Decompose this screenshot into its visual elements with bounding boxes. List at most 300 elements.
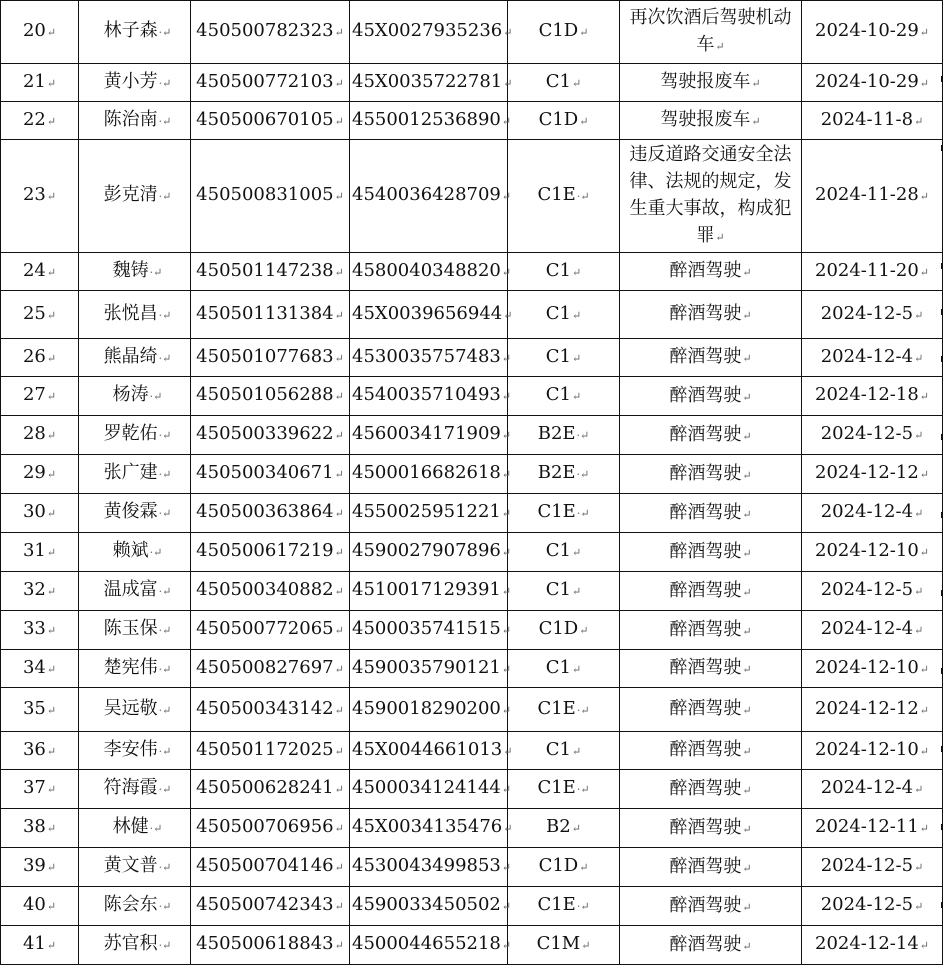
paragraph-mark-icon: ↵ bbox=[919, 662, 929, 676]
paragraph-mark-icon: ↵ bbox=[742, 861, 752, 875]
paragraph-mark-icon: ↵ bbox=[501, 507, 512, 520]
table-row bbox=[1, 688, 943, 732]
row-number-cell bbox=[1, 650, 79, 688]
file-number: 4550012536890 bbox=[352, 108, 501, 130]
license-class-cell bbox=[508, 809, 620, 848]
license-class: C1 bbox=[545, 70, 571, 92]
paragraph-mark-icon: ↵ bbox=[579, 114, 589, 128]
cell-edge-mark bbox=[941, 902, 946, 908]
revocation-date-cell bbox=[802, 64, 943, 102]
paragraph-mark-icon: ↵ bbox=[919, 26, 929, 39]
row-number: 41 bbox=[22, 933, 46, 954]
paragraph-mark-icon: ↵ bbox=[334, 114, 344, 128]
paragraph-mark-icon: ↵ bbox=[46, 624, 57, 637]
row-number-cell bbox=[1, 770, 79, 809]
paragraph-mark-icon: ↵ bbox=[742, 900, 752, 914]
table-row bbox=[1, 732, 943, 770]
driver-name: 熊晶绮 bbox=[103, 345, 158, 367]
license-class: C1E bbox=[537, 777, 576, 798]
file-number: 4530043499853 bbox=[352, 855, 501, 876]
revocation-reason: 醉酒驾驶 bbox=[669, 698, 742, 719]
paragraph-mark-icon: ↵ bbox=[334, 468, 344, 481]
revocation-reason-cell bbox=[620, 770, 802, 809]
paragraph-mark-icon: ↵ bbox=[46, 662, 57, 676]
license-class-cell bbox=[508, 611, 620, 650]
table-row bbox=[1, 377, 943, 416]
paragraph-mark-icon: ↵ bbox=[914, 429, 924, 442]
paragraph-mark-icon: ↵ bbox=[46, 822, 57, 835]
paragraph-mark-icon: ↵ bbox=[334, 429, 344, 442]
revocation-date: 2024-10-29 bbox=[815, 20, 919, 41]
table-row bbox=[1, 887, 943, 926]
file-number: 4500035741515 bbox=[352, 618, 501, 639]
paragraph-mark-icon: ↵ bbox=[742, 663, 752, 676]
paragraph-mark-icon: ↵ bbox=[742, 309, 752, 322]
table-row bbox=[1, 611, 943, 650]
license-class: C1D bbox=[538, 855, 579, 876]
paragraph-mark-icon: ↵ bbox=[751, 77, 761, 90]
paragraph-mark-icon: ·↵ bbox=[158, 624, 172, 637]
driver-name-cell bbox=[79, 887, 191, 926]
row-number: 37 bbox=[22, 777, 46, 798]
paragraph-mark-icon: ↵ bbox=[46, 861, 57, 874]
id-number: 450500617219 bbox=[196, 540, 334, 561]
table-row bbox=[1, 64, 943, 102]
paragraph-mark-icon: ·↵ bbox=[576, 429, 590, 442]
paragraph-mark-icon: ↵ bbox=[501, 662, 512, 676]
revocation-date-cell bbox=[802, 533, 943, 572]
revocation-reason-cell bbox=[620, 732, 802, 770]
license-class: C1D bbox=[538, 108, 579, 130]
driver-name: 苏官积 bbox=[103, 933, 158, 954]
file-number: 4590035790121 bbox=[352, 656, 501, 678]
driver-name: 陈玉保 bbox=[103, 618, 158, 639]
revocation-date: 2024-12-4 bbox=[820, 501, 914, 522]
paragraph-mark-icon: ·↵ bbox=[576, 190, 590, 203]
revocation-reason-cell bbox=[620, 688, 802, 732]
id-number-cell bbox=[191, 339, 350, 377]
revocation-reason: 醉酒驾驶 bbox=[669, 777, 742, 799]
paragraph-mark-icon: ·↵ bbox=[158, 900, 172, 913]
license-class-cell bbox=[508, 455, 620, 494]
license-class-cell bbox=[508, 416, 620, 455]
paragraph-mark-icon: ↵ bbox=[334, 900, 344, 913]
paragraph-mark-icon: ↵ bbox=[501, 900, 512, 913]
row-number: 31 bbox=[22, 540, 46, 561]
paragraph-mark-icon: ↵ bbox=[742, 783, 752, 797]
id-number: 450500706956 bbox=[196, 816, 334, 837]
row-number: 40 bbox=[22, 894, 46, 915]
id-number-cell bbox=[191, 494, 350, 533]
id-number: 450500831005 bbox=[196, 184, 334, 205]
file-number: 4510017129391 bbox=[352, 579, 501, 600]
row-number-cell bbox=[1, 533, 79, 572]
cell-edge-mark bbox=[941, 263, 946, 269]
file-number-cell bbox=[350, 494, 512, 533]
table-row bbox=[1, 848, 943, 887]
paragraph-mark-icon: ↵ bbox=[46, 744, 57, 758]
revocation-date: 2024-12-12 bbox=[815, 697, 919, 719]
license-class: C1 bbox=[545, 738, 571, 760]
revocation-date-cell bbox=[802, 494, 943, 533]
paragraph-mark-icon: ↵ bbox=[572, 351, 582, 365]
license-class: C1 bbox=[545, 540, 571, 561]
paragraph-mark-icon: ↵ bbox=[46, 308, 57, 322]
license-class: B2E bbox=[537, 462, 576, 483]
revocation-date-cell bbox=[802, 887, 943, 926]
paragraph-mark-icon: ↵ bbox=[501, 265, 512, 279]
file-number-cell bbox=[350, 688, 512, 732]
paragraph-mark-icon: ↵ bbox=[742, 507, 752, 521]
revocation-reason-cell bbox=[620, 291, 802, 339]
paragraph-mark-icon: ↵ bbox=[742, 745, 752, 758]
revocation-reason: 醉酒驾驶 bbox=[669, 855, 742, 877]
paragraph-mark-icon: ·↵ bbox=[158, 585, 172, 598]
revocation-date-cell bbox=[802, 416, 943, 455]
paragraph-mark-icon: ↵ bbox=[334, 939, 344, 952]
file-number: 4560034171909 bbox=[352, 423, 501, 444]
revocation-date: 2024-12-10 bbox=[815, 540, 919, 561]
table-row bbox=[1, 1, 943, 64]
revocation-reason: 醉酒驾驶 bbox=[669, 303, 742, 324]
file-number: 45X0044661013 bbox=[352, 738, 503, 760]
paragraph-mark-icon: ↵ bbox=[914, 861, 924, 874]
revocation-reason-cell bbox=[620, 611, 802, 650]
revocation-date-cell bbox=[802, 253, 943, 291]
driver-name: 张悦昌 bbox=[103, 302, 158, 324]
id-number: 450500704146 bbox=[196, 855, 334, 876]
driver-name: 林健 bbox=[112, 816, 149, 837]
row-number: 24 bbox=[22, 259, 46, 281]
id-number: 450500363864 bbox=[196, 501, 334, 522]
table-row bbox=[1, 770, 943, 809]
license-class-cell bbox=[508, 533, 620, 572]
paragraph-mark-icon: ·↵ bbox=[158, 351, 172, 365]
paragraph-mark-icon: ·↵ bbox=[576, 507, 590, 520]
paragraph-mark-icon: ↵ bbox=[919, 822, 929, 835]
paragraph-mark-icon: ↵ bbox=[334, 822, 344, 835]
revocation-reason-cell bbox=[620, 572, 802, 611]
file-number-cell bbox=[350, 887, 512, 926]
paragraph-mark-icon: ↵ bbox=[334, 703, 344, 717]
driver-name: 陈会东 bbox=[103, 894, 158, 915]
paragraph-mark-icon: ↵ bbox=[919, 390, 929, 403]
file-number: 4500034124144 bbox=[352, 777, 501, 798]
table-row bbox=[1, 455, 943, 494]
license-class-cell bbox=[508, 732, 620, 770]
revocation-reason: 醉酒驾驶 bbox=[669, 346, 742, 367]
paragraph-mark-icon: ↵ bbox=[334, 744, 344, 758]
file-number-cell bbox=[350, 533, 512, 572]
paragraph-mark-icon: ↵ bbox=[501, 703, 512, 717]
file-number: 45X0035722781 bbox=[352, 70, 503, 92]
paragraph-mark-icon: ↵ bbox=[334, 507, 344, 520]
revocation-date-cell bbox=[802, 291, 943, 339]
file-number-cell bbox=[350, 1, 513, 64]
row-number: 21 bbox=[22, 70, 46, 92]
revocation-date-cell bbox=[802, 770, 943, 809]
file-number-cell bbox=[350, 770, 512, 809]
license-class-cell bbox=[508, 926, 620, 965]
id-number-cell bbox=[191, 770, 350, 809]
id-number-cell bbox=[191, 416, 350, 455]
paragraph-mark-icon: ↵ bbox=[919, 703, 929, 717]
paragraph-mark-icon: ↵ bbox=[742, 624, 752, 638]
revocation-date: 2024-12-5 bbox=[820, 302, 914, 324]
revocation-reason: 醉酒驾驶 bbox=[669, 540, 742, 562]
file-number: 4550025951221 bbox=[352, 501, 501, 522]
id-number-cell bbox=[191, 926, 350, 965]
revocation-reason-cell bbox=[620, 140, 802, 253]
paragraph-mark-icon: ↵ bbox=[503, 26, 513, 39]
id-number-cell bbox=[191, 102, 350, 140]
id-number-cell bbox=[191, 809, 350, 848]
paragraph-mark-icon: ↵ bbox=[46, 26, 57, 39]
revocation-reason-cell bbox=[620, 416, 802, 455]
table-row bbox=[1, 140, 943, 253]
revocation-reason: 醉酒驾驶 bbox=[669, 739, 742, 760]
paragraph-mark-icon: ·↵ bbox=[149, 822, 163, 835]
driver-name-cell bbox=[79, 253, 191, 291]
cell-edge-mark bbox=[941, 434, 946, 440]
revocation-date: 2024-11-20 bbox=[815, 259, 919, 281]
id-number: 450501131384 bbox=[196, 302, 334, 324]
table-row bbox=[1, 926, 943, 965]
paragraph-mark-icon: ·↵ bbox=[158, 662, 172, 676]
file-number: 4590033450502 bbox=[352, 894, 501, 915]
paragraph-mark-icon: ↵ bbox=[914, 308, 924, 322]
paragraph-mark-icon: ↵ bbox=[334, 861, 344, 874]
driver-name-cell bbox=[79, 732, 191, 770]
driver-name-cell bbox=[79, 455, 191, 494]
paragraph-mark-icon: ·↵ bbox=[149, 546, 163, 559]
driver-name: 符海霞 bbox=[103, 777, 158, 798]
id-number: 450501172025 bbox=[196, 738, 334, 760]
row-number-cell bbox=[1, 339, 79, 377]
cell-edge-mark bbox=[941, 145, 946, 151]
revocation-reason-cell bbox=[620, 253, 802, 291]
paragraph-mark-icon: ↵ bbox=[742, 390, 752, 404]
row-number: 34 bbox=[22, 656, 46, 678]
paragraph-mark-icon: ↵ bbox=[715, 231, 725, 244]
file-number-cell bbox=[350, 291, 513, 339]
paragraph-mark-icon: ↵ bbox=[334, 662, 344, 676]
table-row bbox=[1, 572, 943, 611]
revocation-date-cell bbox=[802, 848, 943, 887]
row-number-cell bbox=[1, 102, 79, 140]
revocation-reason: 醉酒驾驶 bbox=[669, 260, 742, 281]
id-number: 450501147238 bbox=[196, 259, 334, 281]
driver-name: 黄文普 bbox=[103, 855, 158, 876]
revocation-date: 2024-12-5 bbox=[820, 579, 914, 600]
revocation-reason: 醉酒驾驶 bbox=[669, 933, 742, 955]
file-number: 45X0034135476 bbox=[352, 816, 503, 837]
paragraph-mark-icon: ↵ bbox=[914, 351, 924, 365]
driver-name: 杨涛 bbox=[112, 384, 149, 405]
row-number: 20 bbox=[22, 20, 46, 41]
license-class-cell bbox=[508, 770, 620, 809]
revocation-reason: 再次饮酒后驾驶机动车 bbox=[629, 7, 792, 55]
file-number-cell bbox=[350, 253, 512, 291]
revocation-date: 2024-12-5 bbox=[820, 423, 914, 444]
revocation-date: 2024-12-11 bbox=[815, 816, 919, 837]
driver-name: 黄小芳 bbox=[103, 70, 158, 92]
paragraph-mark-icon: ↵ bbox=[334, 546, 344, 559]
revocation-reason: 醉酒驾驶 bbox=[669, 423, 742, 445]
paragraph-mark-icon: ↵ bbox=[46, 546, 57, 559]
revocation-reason: 醉酒驾驶 bbox=[669, 501, 742, 523]
revocation-reason: 醉酒驾驶 bbox=[669, 657, 742, 678]
revocation-reason-cell bbox=[620, 339, 802, 377]
paragraph-mark-icon: ↵ bbox=[572, 662, 582, 676]
paragraph-mark-icon: ↵ bbox=[334, 265, 344, 279]
paragraph-mark-icon: ↵ bbox=[914, 507, 924, 520]
revocation-reason: 违反道路交通安全法律、法规的规定，发生重大事故，构成犯罪 bbox=[629, 144, 792, 246]
license-class: C1 bbox=[545, 302, 571, 324]
paragraph-mark-icon: ↵ bbox=[503, 744, 513, 758]
revocation-reason: 醉酒驾驶 bbox=[669, 462, 742, 484]
row-number-cell bbox=[1, 926, 79, 965]
id-number-cell bbox=[191, 455, 350, 494]
table-row bbox=[1, 809, 943, 848]
id-number-cell bbox=[191, 64, 350, 102]
cell-edge-mark bbox=[941, 309, 946, 315]
driver-name-cell bbox=[79, 416, 191, 455]
id-number: 450500618843 bbox=[196, 933, 334, 954]
revocation-reason-cell bbox=[620, 926, 802, 965]
file-number: 45X0027935236 bbox=[352, 20, 503, 41]
file-number-cell bbox=[350, 611, 512, 650]
id-number: 450501077683 bbox=[196, 345, 334, 367]
table-row bbox=[1, 102, 943, 140]
paragraph-mark-icon: ↵ bbox=[501, 939, 512, 952]
revocation-date-cell bbox=[802, 1, 943, 64]
id-number-cell bbox=[191, 291, 350, 339]
license-class: C1 bbox=[545, 384, 571, 405]
driver-name-cell bbox=[79, 494, 191, 533]
driver-name-cell bbox=[79, 688, 191, 732]
row-number: 26 bbox=[22, 345, 46, 367]
id-number-cell bbox=[191, 887, 350, 926]
revocation-date-cell bbox=[802, 732, 943, 770]
id-number: 450500772065 bbox=[196, 618, 334, 639]
revocation-date-cell bbox=[802, 377, 943, 416]
revocation-reason: 驾驶报废车 bbox=[660, 109, 751, 130]
driver-name-cell bbox=[79, 926, 191, 965]
paragraph-mark-icon: ↵ bbox=[742, 585, 752, 599]
license-class-cell bbox=[508, 140, 620, 253]
paragraph-mark-icon: ↵ bbox=[46, 703, 57, 717]
paragraph-mark-icon: ↵ bbox=[715, 40, 725, 53]
license-class: C1M bbox=[536, 933, 581, 954]
row-number: 33 bbox=[22, 618, 46, 639]
revocation-reason: 醉酒驾驶 bbox=[669, 618, 742, 640]
driver-name-cell bbox=[79, 770, 191, 809]
driver-name-cell bbox=[79, 809, 191, 848]
file-number-cell bbox=[350, 64, 513, 102]
file-number: 4500016682618 bbox=[352, 462, 501, 483]
revocation-reason: 醉酒驾驶 bbox=[669, 384, 742, 406]
revocation-reason: 驾驶报废车 bbox=[660, 71, 751, 92]
table-row bbox=[1, 291, 943, 339]
paragraph-mark-icon: ·↵ bbox=[576, 468, 590, 481]
paragraph-mark-icon: ↵ bbox=[46, 390, 57, 403]
license-class-cell bbox=[508, 650, 620, 688]
paragraph-mark-icon: ↵ bbox=[742, 704, 752, 717]
paragraph-mark-icon: ·↵ bbox=[158, 861, 172, 874]
paragraph-mark-icon: ↵ bbox=[503, 822, 513, 835]
revocation-reason: 醉酒驾驶 bbox=[669, 894, 742, 916]
cell-edge-mark bbox=[941, 512, 946, 518]
license-class: B2 bbox=[546, 816, 571, 837]
driver-name-cell bbox=[79, 102, 191, 140]
paragraph-mark-icon: ↵ bbox=[919, 546, 929, 559]
driver-name-cell bbox=[79, 611, 191, 650]
file-number-cell bbox=[350, 848, 512, 887]
paragraph-mark-icon: ·↵ bbox=[158, 507, 172, 520]
revocation-reason-cell bbox=[620, 533, 802, 572]
revocation-date: 2024-12-4 bbox=[820, 777, 914, 798]
paragraph-mark-icon: ↵ bbox=[46, 939, 57, 952]
driver-name-cell bbox=[79, 650, 191, 688]
license-class: C1E bbox=[537, 501, 576, 522]
license-class-cell bbox=[508, 377, 620, 416]
revocation-reason-cell bbox=[620, 455, 802, 494]
row-number-cell bbox=[1, 455, 79, 494]
revocation-date-cell bbox=[802, 572, 943, 611]
file-number-cell bbox=[350, 140, 512, 253]
file-number-cell bbox=[350, 926, 512, 965]
driver-name: 彭克清 bbox=[103, 184, 158, 205]
cell-edge-mark bbox=[941, 824, 946, 830]
paragraph-mark-icon: ↵ bbox=[572, 76, 582, 90]
paragraph-mark-icon: ↵ bbox=[919, 939, 929, 952]
revocation-reason-cell bbox=[620, 377, 802, 416]
id-number-cell bbox=[191, 650, 350, 688]
id-number-cell bbox=[191, 732, 350, 770]
paragraph-mark-icon: ↵ bbox=[572, 585, 582, 598]
revocation-date-cell bbox=[802, 455, 943, 494]
revocation-date: 2024-12-12 bbox=[815, 462, 919, 483]
table-row bbox=[1, 533, 943, 572]
row-number-cell bbox=[1, 611, 79, 650]
paragraph-mark-icon: ·↵ bbox=[158, 26, 172, 39]
license-class-cell bbox=[508, 64, 620, 102]
paragraph-mark-icon: ·↵ bbox=[158, 114, 172, 128]
paragraph-mark-icon: ↵ bbox=[46, 783, 57, 796]
row-number-cell bbox=[1, 688, 79, 732]
paragraph-mark-icon: ↵ bbox=[46, 190, 57, 203]
paragraph-mark-icon: ↵ bbox=[46, 114, 57, 128]
table-row bbox=[1, 650, 943, 688]
driver-name-cell bbox=[79, 572, 191, 611]
paragraph-mark-icon: ↵ bbox=[742, 546, 752, 560]
paragraph-mark-icon: ↵ bbox=[46, 900, 57, 913]
row-number-cell bbox=[1, 291, 79, 339]
paragraph-mark-icon: ·↵ bbox=[158, 76, 172, 90]
file-number-cell bbox=[350, 809, 513, 848]
driver-name-cell bbox=[79, 533, 191, 572]
driver-name: 魏铸 bbox=[112, 259, 149, 281]
paragraph-mark-icon: ↵ bbox=[914, 585, 924, 598]
license-class-cell bbox=[508, 688, 620, 732]
license-class-cell bbox=[508, 494, 620, 533]
revocation-date: 2024-12-4 bbox=[820, 345, 914, 367]
paragraph-mark-icon: ↵ bbox=[46, 265, 57, 279]
file-number-cell bbox=[350, 377, 512, 416]
paragraph-mark-icon: ↵ bbox=[334, 308, 344, 322]
paragraph-mark-icon: ↵ bbox=[742, 468, 752, 482]
